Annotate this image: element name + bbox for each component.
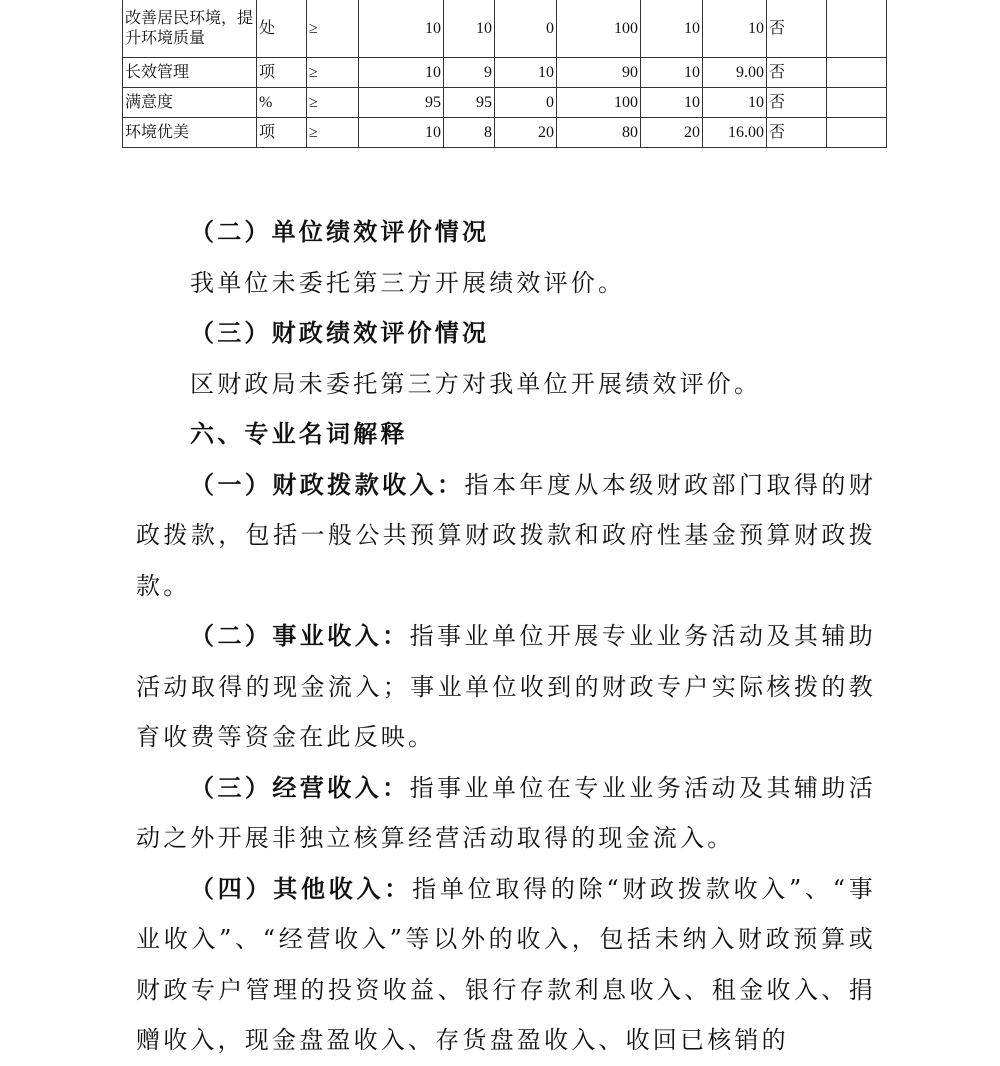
table-cell: 改善居民环境，提升环境质量 xyxy=(123,0,257,58)
table-cell: 20 xyxy=(641,118,703,148)
table-cell: 满意度 xyxy=(123,88,257,118)
paragraph-heading: （三）财政绩效评价情况 xyxy=(190,318,490,347)
table-cell: 0 xyxy=(495,88,557,118)
table-cell: 16.00 xyxy=(703,118,767,148)
table-cell: ≥ xyxy=(307,118,359,148)
table-cell: ≥ xyxy=(307,58,359,88)
document-body xyxy=(136,207,876,1066)
table-cell: ≥ xyxy=(307,0,359,58)
paragraph-heading: （二）事业收入： xyxy=(190,621,410,650)
paragraph xyxy=(136,258,876,309)
table-cell: 10 xyxy=(359,118,444,148)
paragraph-text: 指本年度从本级财政部门取得的财政拨款，包括一般公共预算财政拨款和政府性基金预算财政拨款。 xyxy=(136,470,876,600)
table-row xyxy=(123,58,887,88)
table-cell: 9.00 xyxy=(703,58,767,88)
table-cell: 长效管理 xyxy=(123,58,257,88)
table-row xyxy=(123,0,887,58)
table-cell: 20 xyxy=(495,118,557,148)
paragraph-heading: （三）经营收入： xyxy=(190,772,410,802)
table-cell: 95 xyxy=(359,88,444,118)
table-cell: 项 xyxy=(257,118,307,148)
table-cell: 10 xyxy=(703,0,767,58)
paragraph-text: 指事业单位开展专业业务活动及其辅助活动取得的现金流入；事业单位收到的财政专户实际核拨的教育收费等资金在此反映。 xyxy=(136,622,876,751)
table-cell: 10 xyxy=(703,88,767,118)
paragraph xyxy=(136,409,876,460)
table-cell: 否 xyxy=(767,0,827,58)
table-cell: 100 xyxy=(557,88,641,118)
table-cell: 0 xyxy=(495,0,557,58)
paragraph-heading: （四）其他收入： xyxy=(190,873,413,903)
table-cell: 80 xyxy=(557,118,641,148)
paragraph-text: 我单位未委托第三方开展绩效评价。 xyxy=(190,268,626,297)
table-cell: 处 xyxy=(257,0,307,58)
paragraph xyxy=(136,611,876,763)
table-cell: % xyxy=(257,88,307,118)
paragraph xyxy=(136,763,876,864)
table-cell: 10 xyxy=(641,58,703,88)
paragraph xyxy=(136,308,876,359)
paragraph xyxy=(136,359,876,410)
table-cell: ≥ xyxy=(307,88,359,118)
performance-table xyxy=(122,0,887,148)
table-cell: 8 xyxy=(444,118,495,148)
paragraph xyxy=(136,460,876,612)
table-cell xyxy=(827,118,887,148)
table-cell: 否 xyxy=(767,88,827,118)
paragraph-heading: （二）单位绩效评价情况 xyxy=(190,217,490,246)
paragraph-text: 指单位取得的除“财政拨款收入”、“事业收入”、“经营收入”等以外的收入，包括未纳入财政预算或财政专户管理的投资收益、银行存款利息收入、租金收入、捐赠收入，现金盘盈收入、存货盘盈收入、收回已核销的 xyxy=(136,874,876,1054)
table-cell: 否 xyxy=(767,58,827,88)
paragraph-heading: 六、专业名词解释 xyxy=(190,419,408,448)
table-cell: 10 xyxy=(359,58,444,88)
paragraph xyxy=(136,864,876,1066)
table-cell xyxy=(827,88,887,118)
table-cell: 10 xyxy=(641,0,703,58)
table-cell: 环境优美 xyxy=(123,118,257,148)
table-cell: 10 xyxy=(641,88,703,118)
table-cell: 10 xyxy=(359,0,444,58)
paragraph-text: 指事业单位在专业业务活动及其辅助活动之外开展非独立核算经营活动取得的现金流入。 xyxy=(136,773,876,852)
table-cell: 9 xyxy=(444,58,495,88)
table-row xyxy=(123,88,887,118)
paragraph-text: 区财政局未委托第三方对我单位开展绩效评价。 xyxy=(190,369,762,398)
table-cell: 项 xyxy=(257,58,307,88)
table-cell: 10 xyxy=(495,58,557,88)
table-cell: 100 xyxy=(557,0,641,58)
paragraph xyxy=(136,207,876,258)
table-row xyxy=(123,118,887,148)
table-cell xyxy=(827,58,887,88)
table-cell: 90 xyxy=(557,58,641,88)
table-cell xyxy=(827,0,887,58)
table-cell: 10 xyxy=(444,0,495,58)
paragraph-heading: （一）财政拨款收入： xyxy=(190,469,465,499)
table-cell: 95 xyxy=(444,88,495,118)
table-cell: 否 xyxy=(767,118,827,148)
